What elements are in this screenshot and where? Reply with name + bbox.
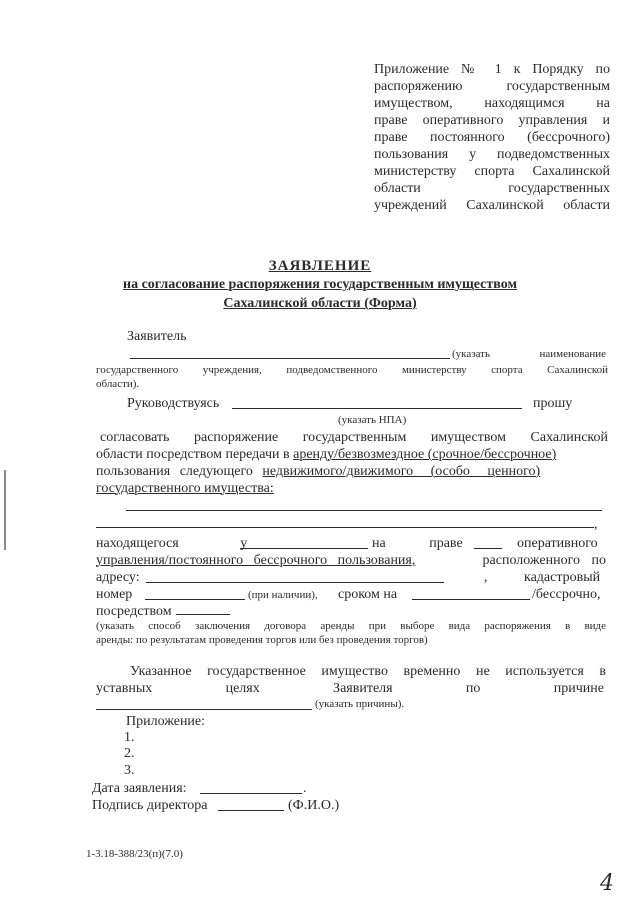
method-note: аренды: по результатам проведения торгов или без проведения торгов) xyxy=(96,634,428,646)
management-text xyxy=(96,552,606,569)
annex-line: праве оперативного управления и xyxy=(374,113,610,128)
temp-unused-text: уставных целях Заявителя по причине xyxy=(96,681,604,696)
attachment-item: 2. xyxy=(124,746,135,761)
attachment-label: Приложение: xyxy=(126,714,206,729)
indicate-reason-hint: (указать причины). xyxy=(315,698,405,710)
guided-label: Руководствуясь xyxy=(127,396,220,411)
applicant-label: Заявитель xyxy=(127,329,187,344)
indicate-name-hint: (указать наименование xyxy=(452,348,606,360)
date-label: Дата заявления: xyxy=(92,781,187,796)
period: . xyxy=(303,781,307,796)
date-blank xyxy=(200,793,302,794)
annex-line: министерству спорта Сахалинской xyxy=(374,164,610,179)
document-subtitle: на согласование распоряжения государственным имуществом xyxy=(123,277,517,292)
comma: , xyxy=(484,570,488,585)
signature-blank xyxy=(218,810,284,811)
address-label: адресу: xyxy=(96,570,140,585)
attachment-item: 3. xyxy=(124,763,135,778)
management-underlined: управления/постоянного бессрочного пользования, xyxy=(96,553,416,568)
temp-unused-text: Указанное государственное имущество временно не используется в xyxy=(130,664,606,679)
annex-line: праве постоянного (бессрочного) xyxy=(374,130,610,145)
applicant-name-blank xyxy=(130,358,450,359)
cadastral-blank xyxy=(145,599,245,600)
address-blank xyxy=(146,582,444,583)
perpetual-label: /бессрочно, xyxy=(532,587,601,602)
attachment-item: 1. xyxy=(124,730,135,745)
document-subtitle: Сахалинской области (Форма) xyxy=(223,296,417,311)
number-label: номер xyxy=(96,587,133,602)
operational-label: оперативного xyxy=(517,536,598,551)
signature-label: Подпись директора xyxy=(92,798,208,813)
annex-line: имуществом, находящимся на xyxy=(374,96,610,111)
annex-line: распоряжению государственным xyxy=(374,79,610,94)
method-blank xyxy=(176,614,230,615)
cadastral-label: кадастровый xyxy=(524,570,601,585)
fio-label: (Ф.И.О.) xyxy=(288,798,340,813)
agree-text xyxy=(96,446,608,463)
document-number: 1-3.18-388/23(п)(7.0) xyxy=(86,848,183,860)
on-right-label: на праве xyxy=(372,536,463,551)
agree-text xyxy=(96,463,608,480)
page-number: 4 xyxy=(600,871,614,896)
document-title: ЗАЯВЛЕНИЕ xyxy=(268,258,372,274)
located-label: находящегося у xyxy=(96,536,248,551)
situated-label: расположенного по xyxy=(482,553,606,568)
agree-text-part: пользования следующего xyxy=(96,464,263,479)
comma: , xyxy=(594,517,598,532)
right-blank xyxy=(474,548,502,549)
annex-line: учреждений Сахалинской области xyxy=(374,198,610,213)
institution-text: области). xyxy=(96,378,140,390)
property-blank xyxy=(126,510,602,511)
reason-blank xyxy=(96,709,312,710)
request-label: прошу xyxy=(533,396,573,411)
agree-text-underlined: аренду/безвозмездное (срочное/бессрочное) xyxy=(293,447,557,462)
term-label: сроком на xyxy=(338,587,398,602)
via-label: посредством xyxy=(96,604,172,619)
agree-text-underlined: недвижимого/движимого (особо ценного) xyxy=(262,464,541,479)
npa-blank xyxy=(232,408,522,409)
scan-margin-mark xyxy=(4,470,6,550)
agree-text-underlined: государственного имущества: xyxy=(96,481,274,496)
method-note: (указать способ заключения договора аренды при выборе вида распоряжения в виде xyxy=(96,620,606,632)
agree-text: согласовать распоряжение государственным имуществом Сахалинской xyxy=(100,430,608,445)
term-blank xyxy=(412,599,530,600)
agree-text-part: области посредством передачи в xyxy=(96,447,294,462)
annex-block xyxy=(374,61,610,214)
institution-text: государственного учреждения, подведомственного министерству спорта Сахалинской xyxy=(96,364,608,376)
indicate-npa-hint: (указать НПА) xyxy=(338,414,407,426)
property-blank xyxy=(96,527,594,528)
annex-line: области государственных xyxy=(374,181,610,196)
annex-line: Приложение № 1 к Порядку по xyxy=(374,62,610,77)
annex-line: пользования у подведомственных xyxy=(374,147,610,162)
holder-blank xyxy=(240,548,368,549)
if-any-hint: (при наличии), xyxy=(248,589,318,601)
